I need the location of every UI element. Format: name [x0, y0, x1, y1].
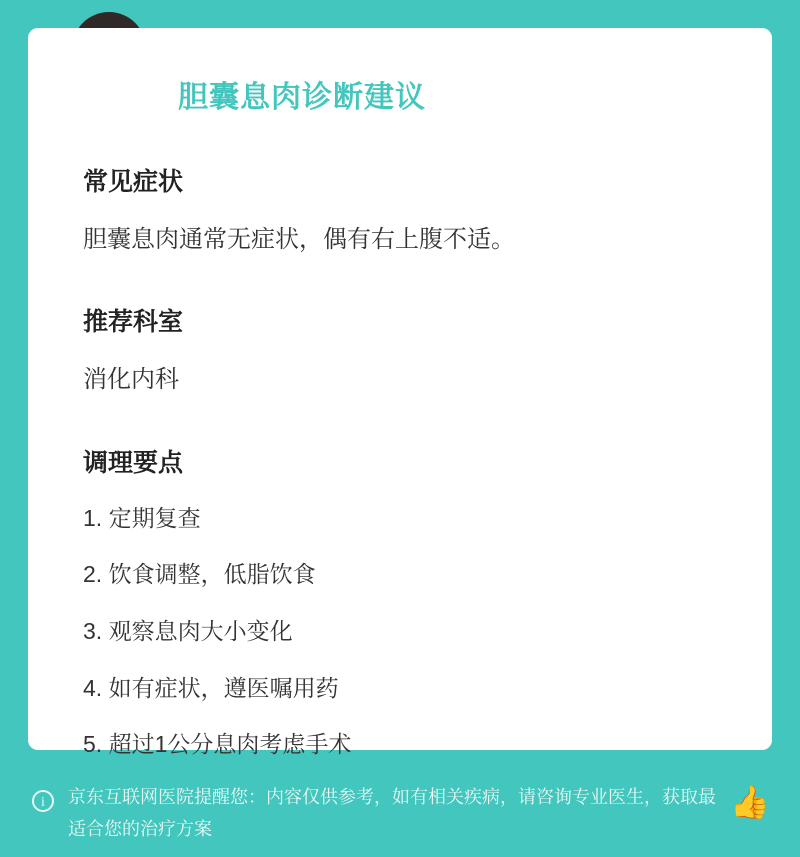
- page-title: 胆囊息肉诊断建议: [178, 81, 426, 114]
- section-heading-care-points: 调理要点: [83, 448, 184, 477]
- advice-card: [28, 28, 772, 758]
- disclaimer-text: 京东互联网医院提醒您：内容仅供参考，如有相关疾病，请咨询专业医生，获取最适合您的治疗方案: [68, 787, 716, 839]
- list-item: 2. 饮食调整，低脂饮食: [83, 561, 316, 588]
- footer-disclaimer-bar: [0, 768, 800, 857]
- list-item: 1. 定期复查: [83, 504, 201, 531]
- thumbs-up-icon[interactable]: 👍: [730, 784, 770, 820]
- section-text-department: 消化内科: [83, 366, 179, 394]
- section-heading-department: 推荐科室: [83, 308, 184, 337]
- list-item: 4. 如有症状，遵医嘱用药: [83, 674, 339, 701]
- info-icon: i: [32, 790, 54, 812]
- care-points-list: [83, 505, 740, 759]
- list-item: 5. 超过1公分息肉考虑手术: [83, 731, 352, 758]
- list-item: 3. 观察息肉大小变化: [83, 617, 293, 644]
- section-heading-symptoms: 常见症状: [83, 168, 184, 196]
- section-text-symptoms: 胆囊息肉通常无症状，偶有右上腹不适。: [83, 226, 515, 253]
